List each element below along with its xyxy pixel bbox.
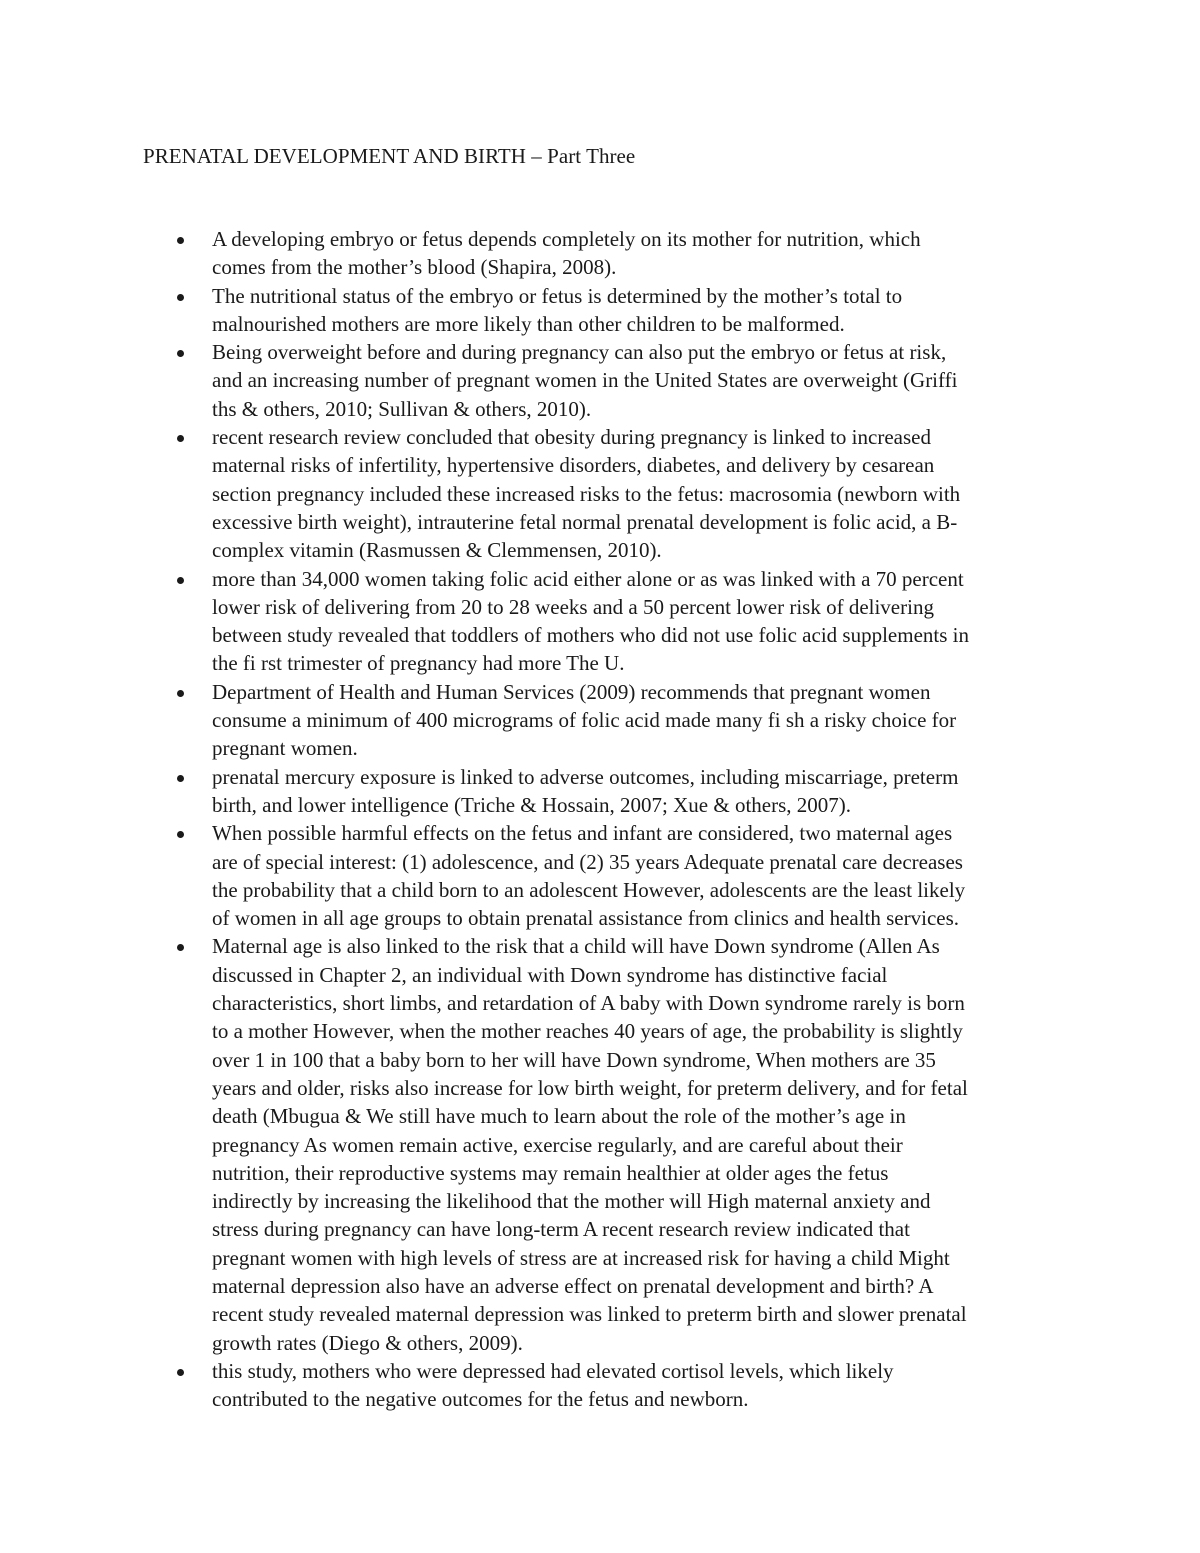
- bullet-text-line: prenatal mercury exposure is linked to adverse outcomes, including miscarriage, preterm: [212, 764, 959, 789]
- bullet-text-line: consume a minimum of 400 micrograms of folic acid made many fi sh a risky choice for: [212, 708, 957, 733]
- bullet-text-line: to a mother However, when the mother reaches 40 years of age, the probability is slightly: [212, 1019, 963, 1044]
- bullet-text-line: stress during pregnancy can have long-term A recent research review indicated that: [212, 1217, 910, 1242]
- bullet-item: [143, 225, 1063, 282]
- bullet-dot-icon: [177, 350, 184, 357]
- bullet-dot-icon: [177, 294, 184, 301]
- bullet-item: [143, 338, 1063, 423]
- bullet-text-line: this study, mothers who were depressed had elevated cortisol levels, which likely: [212, 1358, 894, 1383]
- bullet-text-line: recent research review concluded that obesity during pregnancy is linked to increased: [212, 425, 931, 450]
- bullet-item: [143, 819, 1063, 932]
- bullet-item: [143, 932, 1063, 1356]
- bullet-text-line: over 1 in 100 that a baby born to her will have Down syndrome, When mothers are 35: [212, 1047, 936, 1072]
- bullet-text-line: are of special interest: (1) adolescence, and (2) 35 years Adequate prenatal care decreases: [212, 849, 963, 874]
- bullet-list: [143, 225, 1063, 1413]
- bullet-text-line: When possible harmful effects on the fetus and infant are considered, two maternal ages: [212, 821, 953, 846]
- bullet-item: [143, 678, 1063, 763]
- bullet-text-line: maternal depression also have an adverse effect on prenatal development and birth? A: [212, 1273, 934, 1298]
- bullet-text-line: pregnant women with high levels of stress are at increased risk for having a child Might: [212, 1245, 950, 1270]
- bullet-text-line: indirectly by increasing the likelihood that the mother will High maternal anxiety and: [212, 1189, 931, 1214]
- bullet-text-line: of women in all age groups to obtain prenatal assistance from clinics and health services.: [212, 906, 960, 931]
- bullet-text-line: comes from the mother’s blood (Shapira, 2008).: [212, 255, 617, 280]
- bullet-dot-icon: [177, 577, 184, 584]
- bullet-text-line: and an increasing number of pregnant women in the United States are overweight (Griffi: [212, 368, 958, 393]
- bullet-dot-icon: [177, 831, 184, 838]
- bullet-text-line: nutrition, their reproductive systems may remain healthier at older ages the fetus: [212, 1160, 889, 1185]
- bullet-text-line: pregnancy As women remain active, exercise regularly, and are careful about their: [212, 1132, 903, 1157]
- bullet-dot-icon: [177, 944, 184, 951]
- bullet-item: [143, 1357, 1063, 1414]
- bullet-item: [143, 282, 1063, 339]
- bullet-text-line: death (Mbugua & We still have much to learn about the role of the mother’s age in: [212, 1104, 906, 1129]
- bullet-dot-icon: [177, 775, 184, 782]
- bullet-text-line: maternal risks of infertility, hypertensive disorders, diabetes, and delivery by cesarean: [212, 453, 935, 478]
- bullet-text-line: the fi rst trimester of pregnancy had more The U.: [212, 651, 625, 676]
- bullet-dot-icon: [177, 690, 184, 697]
- bullet-text-line: Maternal age is also linked to the risk that a child will have Down syndrome (Allen As: [212, 934, 940, 959]
- bullet-text-line: A developing embryo or fetus depends completely on its mother for nutrition, which: [212, 227, 921, 251]
- document-title: PRENATAL DEVELOPMENT AND BIRTH – Part Three: [143, 144, 636, 168]
- bullet-text-line: between study revealed that toddlers of mothers who did not use folic acid supplements in: [212, 623, 969, 648]
- bullet-text-line: The nutritional status of the embryo or fetus is determined by the mother’s total to: [212, 283, 903, 308]
- bullet-text-line: discussed in Chapter 2, an individual with Down syndrome has distinctive facial: [212, 962, 888, 987]
- bullet-text-line: ths & others, 2010; Sullivan & others, 2010).: [212, 396, 592, 421]
- bullet-text-line: contributed to the negative outcomes for the fetus and newborn.: [212, 1387, 749, 1412]
- bullet-text-line: lower risk of delivering from 20 to 28 weeks and a 50 percent lower risk of delivering: [212, 594, 934, 619]
- bullet-text-line: excessive birth weight), intrauterine fetal normal prenatal development is folic acid, a B-: [212, 509, 958, 534]
- bullet-text-line: pregnant women.: [212, 736, 358, 761]
- bullet-text-line: the probability that a child born to an adolescent However, adolescents are the least likely: [212, 877, 966, 902]
- bullet-text-line: characteristics, short limbs, and retardation of A baby with Down syndrome rarely is born: [212, 991, 965, 1016]
- bullet-text-line: Being overweight before and during pregnancy can also put the embryo or fetus at risk,: [212, 340, 947, 365]
- bullet-dot-icon: [177, 237, 184, 244]
- bullet-dot-icon: [177, 435, 184, 442]
- bullet-text-line: years and older, risks also increase for low birth weight, for preterm delivery, and for fetal: [212, 1075, 968, 1100]
- bullet-text-line: birth, and lower intelligence (Triche & Hossain, 2007; Xue & others, 2007).: [212, 792, 852, 817]
- bullet-item: [143, 565, 1063, 678]
- bullet-text-line: more than 34,000 women taking folic acid either alone or as was linked with a 70 percent: [212, 566, 964, 591]
- bullet-item: [143, 423, 1063, 564]
- bullet-dot-icon: [177, 1369, 184, 1376]
- bullet-text-line: malnourished mothers are more likely than other children to be malformed.: [212, 311, 845, 336]
- bullet-text-line: growth rates (Diego & others, 2009).: [212, 1330, 523, 1355]
- bullet-item: [143, 763, 1063, 820]
- bullet-text-line: complex vitamin (Rasmussen & Clemmensen, 2010).: [212, 538, 662, 563]
- bullet-text-line: recent study revealed maternal depression was linked to preterm birth and slower prenatal: [212, 1302, 967, 1327]
- bullet-text-line: section pregnancy included these increased risks to the fetus: macrosomia (newborn with: [212, 481, 961, 506]
- bullet-text-line: Department of Health and Human Services (2009) recommends that pregnant women: [212, 679, 931, 704]
